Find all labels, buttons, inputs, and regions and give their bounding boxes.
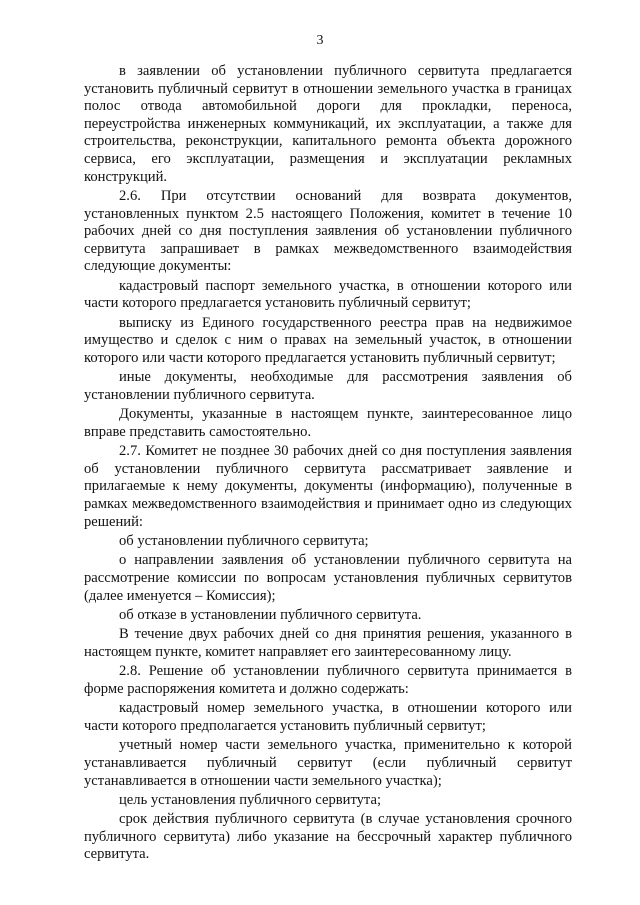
paragraph: о направлении заявления об установлении публичного сервитута на рассмотрение комиссии по вопросам установления публичных сервитутов (далее именуется – Комиссия);	[84, 552, 572, 604]
paragraph: об отказе в установлении публичного сервитута.	[119, 606, 422, 623]
paragraph: выписку из Единого государственного реестра прав на недвижимое имущество и сделок с ним о правах на земельный участок, в отношении которого или части которого предлагается установить публичный сервитут;	[84, 314, 572, 366]
paragraph: об установлении публичного сервитута;	[119, 533, 369, 550]
paragraph: цель установления публичного сервитута;	[119, 791, 382, 808]
paragraph: иные документы, необходимые для рассмотрения заявления об установлении публичного сервитута.	[84, 369, 572, 403]
page-number: 3	[316, 33, 324, 48]
document-body	[84, 63, 572, 866]
paragraph: учетный номер части земельного участка, применительно к которой устанавливается публичный сервитут (если публичный сервитут устанавливается в отношении части земельного участка);	[84, 737, 572, 789]
paragraph: 2.8. Решение об установлении публичного сервитута принимается в форме распоряжения комитета и должно содержать:	[84, 663, 572, 697]
paragraph: 2.7. Комитет не позднее 30 рабочих дней со дня поступления заявления об установлении публичного сервитута рассматривает заявление и прилагаемые к нему документы, документы (информацию), полученные в рамках межведомственного взаимодействия и принимает одно из следующих решений:	[84, 443, 572, 530]
paragraph: кадастровый номер земельного участка, в отношении которого или части которого предполагается установить публичный сервитут;	[84, 700, 572, 734]
paragraph: Документы, указанные в настоящем пункте, заинтересованное лицо вправе представить самостоятельно.	[84, 406, 572, 440]
paragraph: В течение двух рабочих дней со дня принятия решения, указанного в настоящем пункте, комитет направляет его заинтересованному лицу.	[84, 626, 572, 660]
paragraph: срок действия публичного сервитута (в случае установления срочного публичного сервитута) либо указание на бессрочный характер публичного сервитута.	[84, 811, 572, 863]
paragraph: в заявлении об установлении публичного сервитута предлагается установить публичный сервитут в отношении земельного участка в границах полос отвода автомобильной дороги для прокладки, переноса, переустройства инженерных коммуникаций, их эксплуатации, а также для строительства, реконструкции, капитального ремонта объекта дорожного сервиса, его эксплуатации, размещения и эксплуатации рекламных конструкций.	[84, 63, 572, 185]
paragraph: 2.6. При отсутствии оснований для возврата документов, установленных пунктом 2.5 настоящего Положения, комитет в течение 10 рабочих дней со дня поступления заявления об установлении публичного сервитута запрашивает в рамках межведомственного взаимодействия следующие документы:	[84, 187, 572, 275]
paragraph: кадастровый паспорт земельного участка, в отношении которого или части которого предлагается установить публичный сервитут;	[84, 277, 572, 312]
